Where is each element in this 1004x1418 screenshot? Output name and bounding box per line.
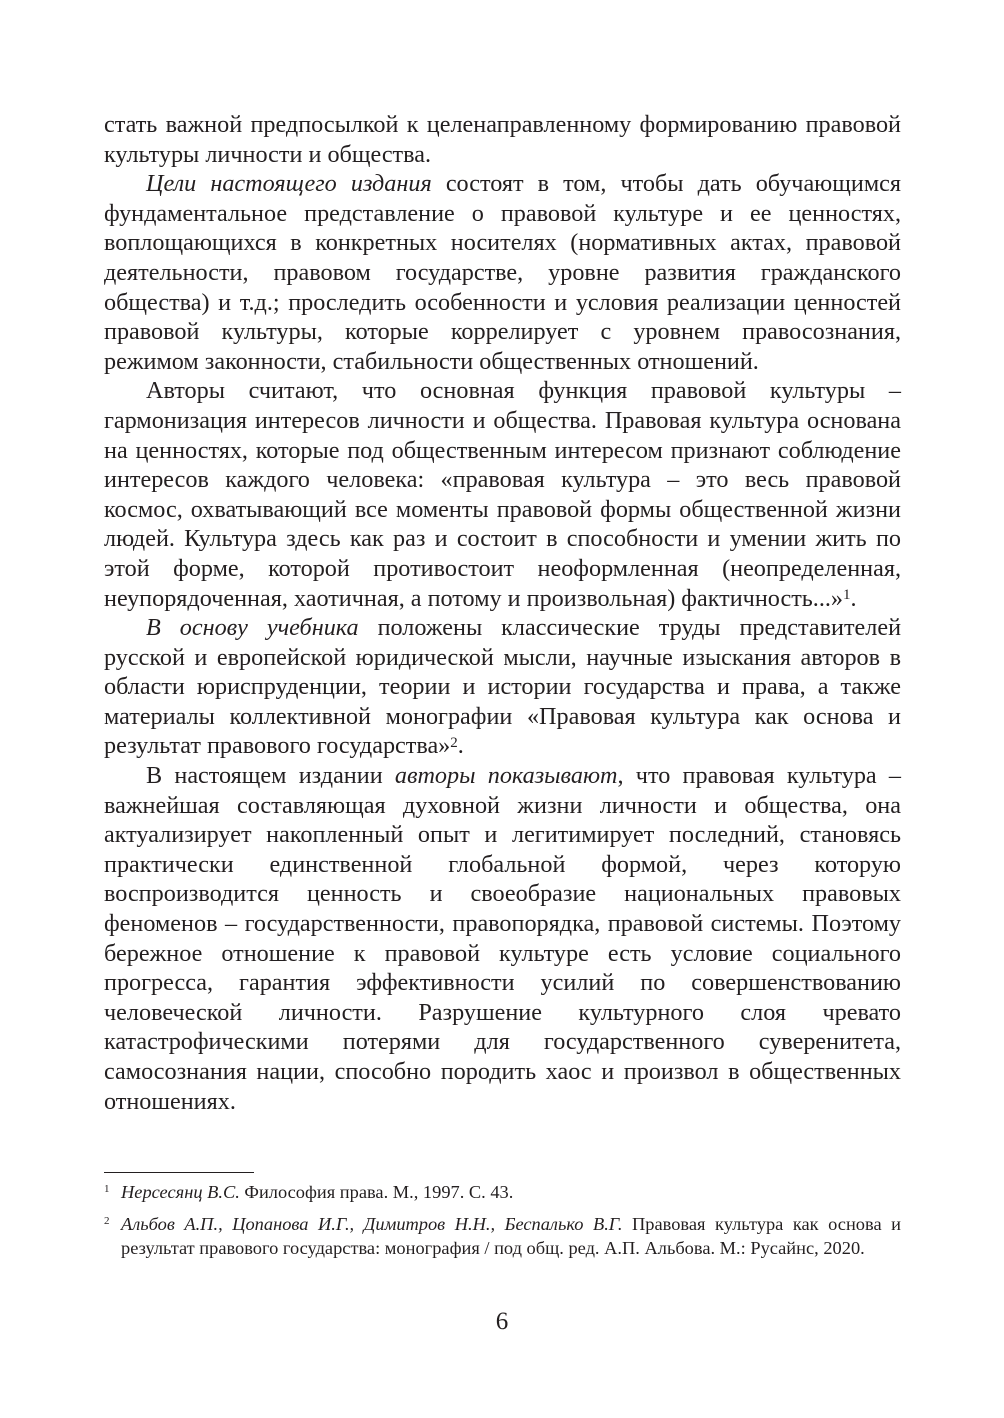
footnote-1: 1 Нерсесянц В.С. Философия права. М., 1997. С. 43. bbox=[104, 1181, 901, 1205]
paragraph-basis: В основу учебника положены классические труды представителей русской и европейской юридической мысли, научные изыскания авторов в области юриспруденции, теории и истории государства и права, а также материалы коллективной монографии «Правовая культура как основа и результат правового государства»$^2$. bbox=[104, 614, 902, 760]
footnote-number: 2 bbox=[104, 1214, 110, 1227]
paragraph-continuation: стать важной предпосылкой к целенаправленному формированию правовой культуры личности и общества. bbox=[104, 111, 901, 168]
paragraph-authors-show: В настоящем издании авторы показывают, что правовая культура – важнейшая составляющая духовной жизни личности и общества, она актуализирует накопленный опыт и легитимирует последний, становясь практически единственной глобальной формой, через которую воспроизводится ценность и своеобразие национальных правовых феноменов – государственности, правопорядка, правовой системы. Поэтому бережное отношение к правовой культуре есть условие социального прогресса, гарантия эффективности усилий по совершенствованию человеческой личности. Разрушение культурного слоя чревато катастрофическими потерями для государственного суверенитета, самосознания нации, способно породить хаос и произвол в общественных отношениях. bbox=[104, 762, 901, 1115]
footnote-separator bbox=[104, 1172, 254, 1173]
footnote-2: 2 Альбов А.П., Цопанова И.Г., Димитров Н.Н., Беспалько В.Г. Правовая культура как основа и результат правового государства: монография / под общ. ред. А.П. Альбова. М.: Русайнс, 2020. bbox=[104, 1213, 901, 1261]
footnote-ref-1[interactable]: 1 bbox=[843, 586, 851, 603]
paragraph-function: Авторы считают, что основная функция правовой культуры – гармонизация интересов личности и общества. Правовая культура основана на ценностях, которые под общественным интересом признают соблюдение интересов каждого человека: «правовая культура – это весь правовой космос, охватывающий все моменты правовой формы общественной жизни людей. Культура здесь как раз и состоит в способности и умении жить по этой форме, которой противостоит неоформленная (неопределенная, неупорядоченная, хаотичная, а потому и произвольная) фактичность...»$^1$. bbox=[104, 377, 901, 612]
main-text bbox=[104, 110, 901, 1116]
footnote-ref-2[interactable]: 2 bbox=[450, 734, 458, 751]
footnotes bbox=[104, 1181, 901, 1268]
footnote-number: 1 bbox=[104, 1183, 110, 1195]
page-number: 6 bbox=[495, 1308, 509, 1335]
paragraph-goals: Цели настоящего издания состоят в том, чтобы дать обучающимся фундаментальное представление о правовой культуре и ее ценностях, воплощающихся в конкретных носителях (нормативных актах, правовой деятельности, правовом государстве, уровне развития гражданского общества) и т.д.; проследить особенности и условия реализации ценностей правовой культуры, которые коррелирует с уровнем правосознания, режимом законности, стабильности общественных отношений. bbox=[104, 170, 901, 375]
